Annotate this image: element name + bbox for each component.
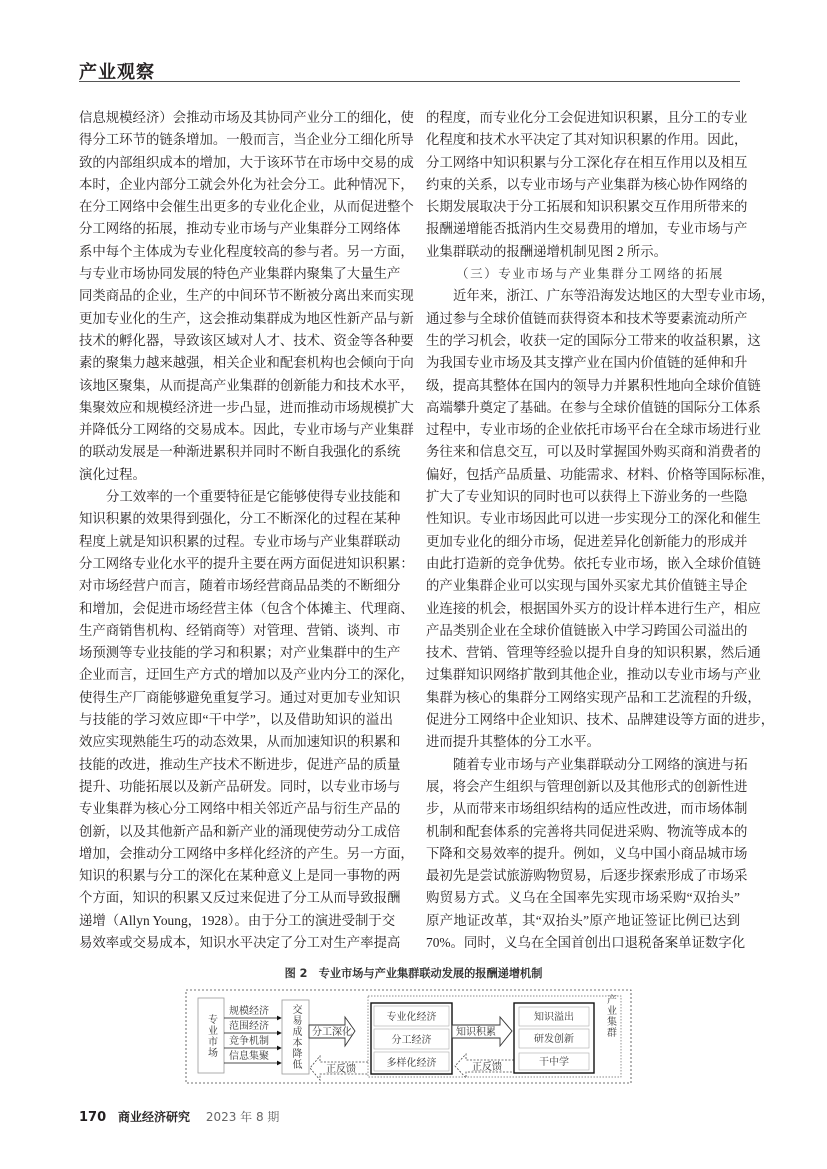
text-line: 机制和配套体系的完善将共同促进采购、物流等成本的: [426, 823, 748, 839]
text-line: 更加专业化的生产，这会推动集群成为地区性新产品与新: [79, 310, 414, 326]
economy-label: 专业化经济: [386, 1012, 437, 1023]
text-line: 增加，会推动分工网络中多样化经济的产生。另一方面，: [79, 845, 414, 861]
text-line: 信息规模经济）会推动市场及其协同产业分工的细化，使: [79, 110, 414, 125]
text-line: 与专业市场协同发展的特色产业集群内聚集了大量生产: [79, 266, 401, 282]
page-footer: [79, 1108, 279, 1125]
economy-label: 多样化经济: [386, 1058, 437, 1069]
subsection-heading: （三）专业市场与产业集群分工网络的拓展: [456, 266, 724, 282]
text-line: 使得生产厂商能够避免重复学习。通过对更加专业知识: [79, 689, 401, 705]
effect-label: 规模经济: [229, 1006, 269, 1017]
cost-label: 交易成本降低: [290, 1004, 301, 1070]
text-line: 级，提高其整体在国内的领导力并累积性地向全球价值链: [426, 377, 761, 393]
text-line: 由此打造新的竞争优势。依托专业市场，嵌入全球价值链: [426, 555, 761, 571]
text-line: 效应实现熟能生巧的动态效果，从而加速知识的积累和: [79, 734, 401, 750]
text-line: 步，从而带来市场组织结构的适应性改进，而市场体制: [426, 801, 748, 817]
text-line: 易效率或交易成本，知识水平决定了分工对生产率提高: [79, 934, 401, 950]
text-line: 技术的孵化器，导致该区域对人才、技术、资金等各种要: [79, 332, 414, 348]
text-line: 的联动发展是一种渐进累积并同时不断自我强化的系统: [79, 444, 401, 460]
text-line: 分工网络的拓展，推动专业市场与产业集群分工网络体: [79, 221, 401, 237]
text-line: 分工效率的一个重要特征是它能够使得专业技能和: [106, 489, 401, 505]
economy-label: 分工经济: [391, 1035, 432, 1046]
knowledge-label: 研发创新: [534, 1034, 574, 1045]
text-line: 致的内部组织成本的增加，大于该环节在市场中交易的成: [79, 154, 414, 170]
text-line: 对市场经营户而言，随着市场经营商品品类的不断细分: [79, 578, 401, 594]
text-line: 集聚效应和规模经济进一步凸显，进而推动市场规模扩大: [79, 399, 414, 415]
text-line: 递增（Allyn Young，1928）。由于分工的演进受制于交: [79, 912, 396, 928]
text-line: 提升、功能拓展以及新产品研发。同时，以专业市场与: [79, 778, 401, 794]
text-line: 展，将会产生组织与管理创新以及其他形式的创新性进: [426, 778, 748, 794]
knowledge-label: 知识溢出: [534, 1012, 574, 1023]
text-line: 技术、营销、管理等经验以提升自身的知识积累，然后通: [426, 645, 761, 661]
text-line: 的产业集群企业可以实现与国外买家尤其价值链主导企: [426, 578, 748, 594]
text-line: 同类商品的企业，生产的中间环节不断被分离出来而实现: [79, 288, 414, 304]
market-effects: [224, 1004, 281, 1063]
journal-name: 商业经济研究: [117, 1110, 190, 1124]
text-line: 个方面，知识的积累又反过来促进了分工从而导致报酬: [79, 890, 401, 906]
text-line: 创新，以及其他新产品和新产业的涌现使劳动分工成倍: [79, 823, 401, 839]
figure-caption: 图 2 专业市场与产业集群联动发展的报酬递增机制: [284, 967, 543, 980]
text-line: 素的聚集力越来越强，相关企业和配套机构也会倾向于向: [79, 355, 414, 371]
text-line: 并降低分工网络的交易成本。因此，专业市场与产业集群: [79, 422, 414, 438]
text-line: 场预测等专业技能的学习和积累；对产业集群中的生产: [79, 645, 401, 661]
text-line: 与技能的学习效应即“干中学”，以及借助知识的溢出: [79, 712, 393, 728]
text-line: 业连接的机会，根据国外买方的设计样本进行生产，相应: [426, 600, 761, 616]
text-line: 和增加，会促进市场经营主体（包含个体摊主、代理商、: [79, 600, 414, 616]
text-line: 在分工网络中会催生出更多的专业化企业，从而促进整个: [79, 199, 414, 215]
text-line: 专业集群为核心分工网络中相关邻近产品与衍生产品的: [79, 801, 401, 817]
effect-label: 信息集聚: [229, 1051, 269, 1062]
text-line: 近年来，浙江、广东等沿海发达地区的大型专业市场，: [453, 288, 775, 304]
text-line: 演化过程。: [79, 466, 146, 482]
text-line: 生的学习机会，收获一定的国际分工带来的收益积累，这: [426, 332, 761, 348]
text-line: 高端攀升奠定了基础。在参与全球价值链的国际分工体系: [426, 399, 761, 415]
text-line: 进而提升其整体的分工水平。: [426, 734, 601, 750]
text-line: 扩大了专业知识的同时也可以获得上下游业务的一些隐: [426, 489, 748, 505]
page-number: 170: [79, 1110, 107, 1125]
knowledge-accumulation-label: 知识积累: [456, 1027, 496, 1038]
text-line: 随着专业市场与产业集群联动分工网络的演进与拓: [453, 756, 748, 772]
text-line: 报酬递增能否抵消内生交易费用的增加，专业市场与产: [426, 221, 748, 237]
text-line: 务往来和信息交互，可以及时掌握国外购买商和消费者的: [426, 444, 761, 460]
text-line: 知识的积累与分工的深化在某种意义上是同一事物的两: [79, 868, 401, 884]
text-line: 业集群联动的报酬递增机制见图 2 所示。: [426, 243, 668, 259]
text-line: 化程度和技术水平决定了其对知识积累的作用。因此，: [426, 132, 748, 148]
text-line: 程度上就是知识积累的过程。专业市场与产业集群联动: [79, 533, 401, 549]
text-line: 技能的改进，推动生产技术不断进步，促进产品的质量: [79, 756, 401, 772]
feedback-label: 正反馈: [472, 1062, 502, 1073]
text-line: 原产地证改革，其“双抬头”原产地证签证比例已达到: [426, 912, 740, 928]
cluster-label: 产业集群: [604, 994, 616, 1038]
effect-label: 范围经济: [229, 1021, 269, 1032]
text-line: 过程中，专业市场的企业依托市场平台在全球市场进行业: [426, 422, 761, 438]
text-line: 生产商销售机构、经销商等）对管理、营销、谈判、市: [79, 622, 401, 638]
text-line: 本时，企业内部分工就会外化为社会分工。此种情况下，: [79, 176, 414, 192]
text-line: 购贸易方式。义乌在全国率先实现市场采购“双抬头”: [426, 890, 740, 906]
text-line: 最初先是尝试旅游购物贸易，后逐步探索形成了市场采: [426, 868, 748, 884]
deepening-label: 分工深化: [312, 1027, 352, 1038]
text-line: 分工网络中知识积累与分工深化存在相互作用以及相互: [426, 154, 748, 170]
text-line: 长期发展取决于分工拓展和知识积累交互作用所带来的: [426, 199, 748, 215]
text-line: 集群为核心的集群分工网络实现产品和工艺流程的升级，: [426, 689, 761, 705]
text-line: 促进分工网络中企业知识、技术、品牌建设等方面的进步，: [426, 712, 775, 728]
text-line: 知识积累的效果得到强化，分工不断深化的过程在某种: [79, 511, 401, 527]
text-line: 偏好，包括产品质量、功能需求、材料、价格等国际标准，: [426, 466, 775, 482]
knowledge-label: 干中学: [539, 1057, 569, 1068]
text-line: 为我国专业市场及其支撑产业在国内价值链的延伸和升: [426, 355, 748, 371]
text-line: 的程度，而专业化分工会促进知识积累，且分工的专业: [426, 110, 748, 125]
text-line: 通过参与全球价值链而获得资本和技术等要素流动所产: [426, 310, 748, 326]
text-line: 得分工环节的链条增加。一般而言，当企业分工细化所导: [79, 132, 414, 148]
section-title: 产业观察: [79, 62, 155, 83]
issue: 2023 年 8 期: [205, 1110, 280, 1124]
text-line: 企业而言，迂回生产方式的增加以及产业内分工的深化，: [79, 667, 414, 683]
effect-label: 竞争机制: [229, 1036, 269, 1047]
text-line: 分工网络专业化水平的提升主要在两方面促进知识积累：: [79, 555, 414, 571]
feedback-label: 正反馈: [326, 1064, 356, 1075]
text-line: 产品类别企业在全球价值链嵌入中学习跨国公司溢出的: [426, 622, 748, 638]
text-line: 该地区聚集，从而提高产业集群的创新能力和技术水平，: [79, 377, 414, 393]
text-line: 系中每个主体成为专业化程度较高的参与者。另一方面，: [79, 243, 414, 259]
text-line: 更加专业化的细分市场，促进差异化创新能力的形成并: [426, 533, 748, 549]
market-label: 专业市场: [205, 1014, 217, 1058]
text-line: 70%。同时，义乌在全国首创出口退税备案单证数字化: [426, 934, 746, 950]
text-line: 下降和交易效率的提升。例如，义乌中国小商品城市场: [426, 845, 748, 861]
text-line: 性知识。专业市场因此可以进一步实现分工的深化和催生: [426, 511, 761, 527]
text-line: 过集群知识网络扩散到其他企业，推动以专业市场与产业: [426, 667, 761, 683]
text-line: 约束的关系，以专业市场与产业集群为核心协作网络的: [426, 176, 748, 192]
